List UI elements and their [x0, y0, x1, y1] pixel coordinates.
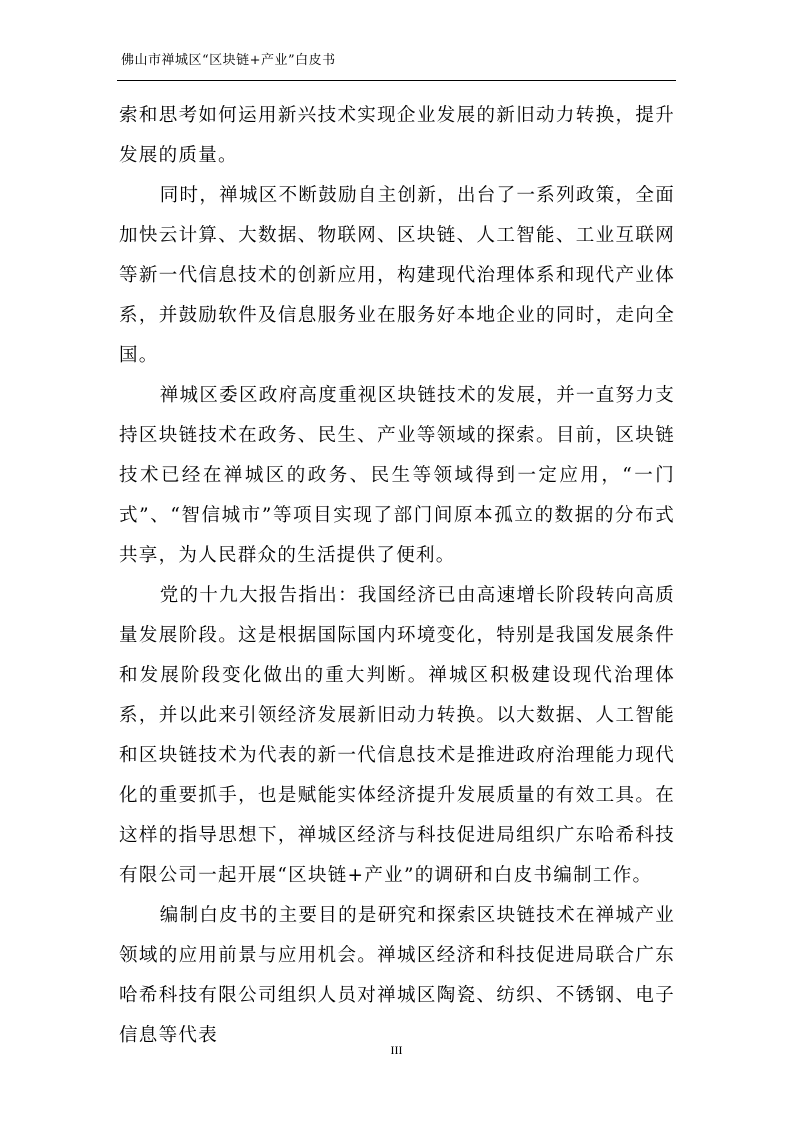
body-text: [119, 96, 675, 1056]
paragraph-innovation-policy: 同时，禅城区不断鼓励自主创新，出台了一系列政策，全面加快云计算、大数据、物联网、区块链、人工智能、工业互联网等新一代信息技术的创新应用，构建现代治理体系和现代产业体系，并鼓励软件及信息服务业在服务好本地企业的同时，走向全国。: [119, 185, 675, 366]
paragraph-whitepaper-purpose: 编制白皮书的主要目的是研究和探索区块链技术在禅城产业领域的应用前景与应用机会。禅城区经济和科技促进局联合广东哈希科技有限公司组织人员对禅城区陶瓷、纺织、不锈钢、电子信息等代表: [119, 905, 675, 1046]
header-divider: [117, 80, 676, 81]
paragraph-continued: 索和思考如何运用新兴技术实现企业发展的新旧动力转换，提升发展的质量。: [119, 105, 675, 166]
page-number: III: [390, 1043, 403, 1057]
running-header: 佛山市禅城区“区块链+产业”白皮书: [121, 53, 336, 68]
paragraph-nineteenth-congress: 党的十九大报告指出：我国经济已由高速增长阶段转向高质量发展阶段。这是根据国际国内环境变化，特别是我国发展条件和发展阶段变化做出的重大判断。禅城区积极建设现代治理体系，并以此来引领经济发展新旧动力转换。以大数据、人工智能和区块链技术为代表的新一代信息技术是推进政府治理能力现代化的重要抓手，也是赋能实体经济提升发展质量的有效工具。在这样的指导思想下，禅城区经济与科技促进局组织广东哈希科技有限公司一起开展“区块链+产业”的调研和白皮书编制工作。: [119, 585, 675, 886]
paragraph-blockchain-support: 禅城区委区政府高度重视区块链技术的发展，并一直努力支持区块链技术在政务、民生、产业等领域的探索。目前，区块链技术已经在禅城区的政务、民生等领域得到一定应用，“一门式”、“智信城市”等项目实现了部门间原本孤立的数据的分布式共享，为人民群众的生活提供了便利。: [119, 385, 675, 566]
